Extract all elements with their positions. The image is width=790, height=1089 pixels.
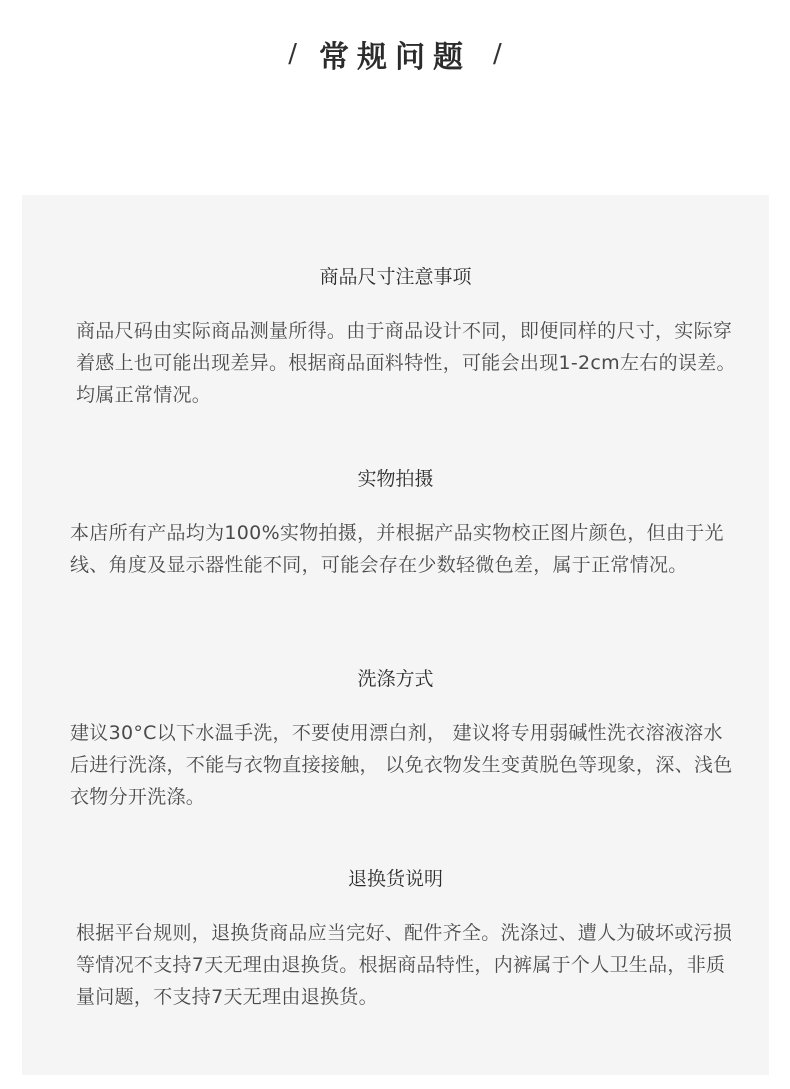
faq-panel	[22, 195, 769, 1075]
section-body: 建议30°C以下水温手洗，不要使用漂白剂， 建议将专用弱碱性洗衣溶液溶水后进行洗涤，不能与衣物直接接触， 以免衣物发生变黄脱色等现象，深、浅色衣物分开洗涤。	[70, 722, 733, 808]
section-real-photos	[22, 467, 769, 576]
section-title: 退换货说明	[347, 868, 443, 890]
section-title: 洗涤方式	[357, 668, 434, 690]
section-title: 实物拍摄	[357, 468, 434, 490]
section-body: 根据平台规则，退换货商品应当完好、配件齐全。洗涤过、遭人为破坏或污损等情况不支持7天无理由退换货。根据商品特性，内裤属于个人卫生品，非质量问题，不支持7天无理由退换货。	[76, 922, 733, 1008]
header-slash-left: /	[288, 39, 297, 69]
page-header	[0, 32, 790, 76]
section-title: 商品尺寸注意事项	[319, 266, 472, 288]
section-returns	[22, 867, 769, 1008]
section-washing	[22, 667, 769, 808]
header-slash-right: /	[493, 39, 502, 69]
section-body: 商品尺码由实际商品测量所得。由于商品设计不同，即便同样的尺寸，实际穿着感上也可能出现差异。根据商品面料特性，可能会出现1-2cm左右的误差。均属正常情况。	[76, 320, 736, 406]
section-body: 本店所有产品均为100%实物拍摄，并根据产品实物校正图片颜色，但由于光线、角度及显示器性能不同，可能会存在少数轻微色差，属于正常情况。	[70, 522, 724, 576]
page-title: 常规问题	[319, 40, 471, 75]
section-size-notice	[22, 265, 769, 406]
